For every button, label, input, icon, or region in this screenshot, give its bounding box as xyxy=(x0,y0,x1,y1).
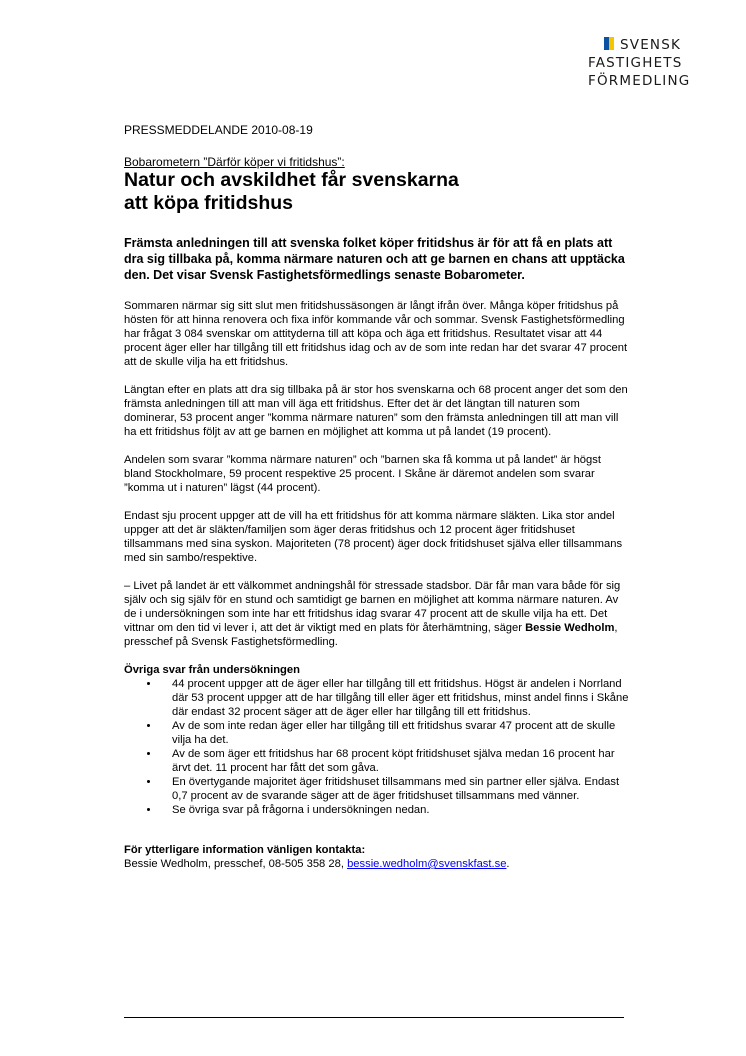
dateline: PRESSMEDDELANDE 2010-08-19 xyxy=(124,123,313,137)
kicker: Bobarometern ”Därför köper vi fritidshus”: xyxy=(124,155,345,169)
quote-speaker: Bessie Wedholm xyxy=(525,622,615,634)
contact-line xyxy=(124,857,629,871)
logo-text-formedling: FÖRMEDLING xyxy=(588,73,691,89)
body-paragraph: Längtan efter en plats att dra sig tillbaka på är stor hos svenskarna och 68 procent anger det som den främsta anledningen till att man vill äga ett fritidshus. Efter det är det längtan till naturen som dominerar, 53 procent anger ”komma närmare naturen” som den främsta anledningen till att man vill ha ett fritidshus följt av att ge barnen en möjlighet att komma ut på landet (19 procent). xyxy=(124,384,628,438)
list-item: • 44 procent uppger att de äger eller har tillgång till ett fritidshus. Högst är andelen i Norrland där 53 procent uppger att de har tillgång till eller äger ett fritidshus, minst andel finns i Skåne där endast 32 procent säger att de äger eller har tillgång till ett fritidshus. xyxy=(160,677,629,719)
body-paragraph: Endast sju procent uppger att de vill ha ett fritidshus för att komma närmare släkten. Lika stor andel uppger att det är släkten/familjen som äger deras fritidshus och 12 procent äger fritidshuset tillsammans med sina syskon. Majoriteten (78 procent) äger dock fritidshuset själva eller tillsammans med sin sambo/respektive. xyxy=(124,510,623,564)
swedish-flag-icon xyxy=(604,37,615,50)
email-link[interactable]: bessie.wedholm@svenskfast.se xyxy=(347,858,507,870)
lead-paragraph: Främsta anledningen till att svenska folket köper fritidshus är för att få en plats att dra sig tillbaka på, komma närmare naturen och att ge barnen en chans att upptäcka den. Det visar Svensk Fastighetsförmedlings senaste Bobarometer. xyxy=(124,236,625,282)
footer-divider xyxy=(124,1017,624,1018)
quote-text-end: , presschef på Svensk Fastighetsförmedling. xyxy=(124,622,618,648)
logo-text-fastighets: FASTIGHETS xyxy=(588,55,683,71)
headline-line-1: Natur och avskildhet får svenskarna xyxy=(124,169,459,191)
contact-text-end: . xyxy=(506,858,510,870)
headline-line-2: att köpa fritidshus xyxy=(124,192,294,214)
headline xyxy=(124,169,629,215)
contact-heading: För ytterligare information vänligen kontakta: xyxy=(124,844,366,856)
list-item: • Se övriga svar på frågorna i undersökningen nedan. xyxy=(160,803,629,817)
other-answers-list xyxy=(124,677,629,817)
logo-text-svensk: SVENSK xyxy=(620,37,682,53)
company-logo xyxy=(588,36,708,90)
list-item: • Av de som inte redan äger eller har tillgång till ett fritidshus svarar 47 procent att de skulle vilja ha det. xyxy=(160,719,629,747)
other-answers-heading: Övriga svar från undersökningen xyxy=(124,664,300,676)
flag-yellow-bar xyxy=(609,37,614,50)
press-release xyxy=(124,123,629,871)
body-paragraph: Andelen som svarar ”komma närmare naturen” och ”barnen ska få komma ut på landet” är högst bland Stockholmare, 59 procent respektive 25 procent. I Skåne är däremot andelen som svarar ”komma ut i naturen” lägst (44 procent). xyxy=(124,454,601,494)
body-paragraph: Sommaren närmar sig sitt slut men fritidshussäsongen är långt ifrån över. Många köper fritidshus på hösten för att hinna renovera och fixa inför kommande vår och sommar. Svensk Fastighetsförmedling har frågat 3 084 svenskar om attityderna till att köpa och äga ett fritidshus. Resultatet visar att 44 procent äger eller har tillgång till ett fritidshus idag och av de som inte redan har det svarar 47 procent att de skulle vilja ha ett fritidshus. xyxy=(124,300,628,368)
contact-text: Bessie Wedholm, presschef, 08-505 358 28, xyxy=(124,858,348,870)
list-item: • Av de som äger ett fritidshus har 68 procent köpt fritidshuset själva medan 16 procent har ärvt det. 11 procent har fått det som gåva. xyxy=(160,747,629,775)
quote-paragraph xyxy=(124,579,629,649)
quote-text: – Livet på landet är ett välkommet andningshål för stressade stadsbor. Där får man vara både för sig själv och sig själv för en stund och samtidigt ge barnen en möjlighet att komma närmare naturen. Av de i undersökningen som inte har ett fritidshus idag svarar 47 procent att de skulle vilja ha ett. Det vittnar om den tid vi lever i, att det är viktigt med en plats för återhämtning, säger xyxy=(124,580,621,634)
list-item: • En övertygande majoritet äger fritidshuset tillsammans med sin partner eller själva. Endast 0,7 procent av de svarande säger att de äger fritidshuset tillsammans med vänner. xyxy=(160,775,629,803)
logo-line-1 xyxy=(588,36,708,54)
